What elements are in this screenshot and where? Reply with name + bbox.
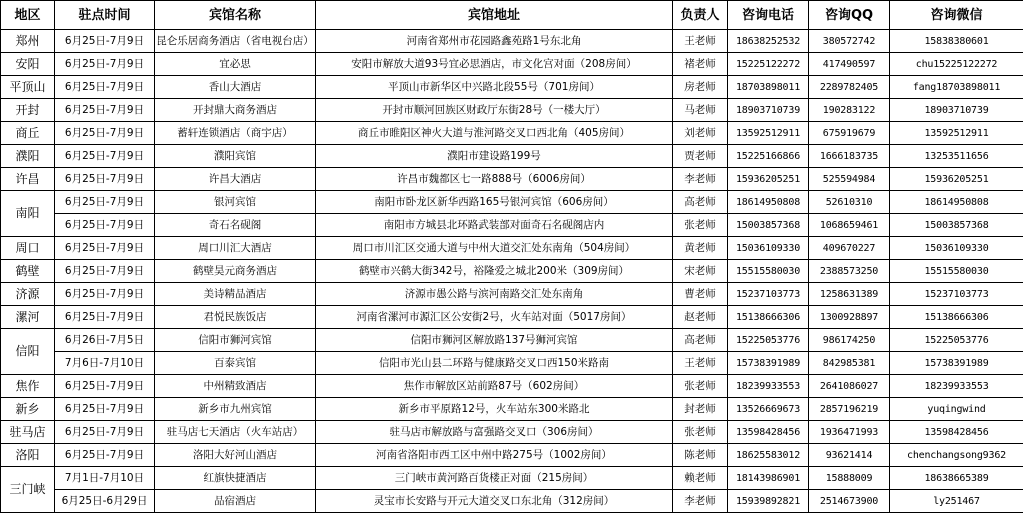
region-cell: 洛阳 xyxy=(1,444,55,467)
phone-cell: 18239933553 xyxy=(728,375,809,398)
contact-person-cell: 陈老师 xyxy=(673,444,728,467)
table-row xyxy=(1,214,1023,237)
wechat-cell: 13592512911 xyxy=(890,122,1023,145)
stay-time-cell: 6月25日-7月9日 xyxy=(55,76,155,99)
qq-cell: 1068659461 xyxy=(809,214,890,237)
stay-time-cell: 6月25日-7月9日 xyxy=(55,306,155,329)
stay-time-cell: 6月25日-7月9日 xyxy=(55,99,155,122)
header-qq: 咨询QQ xyxy=(809,1,890,30)
stay-time-cell: 6月25日-7月9日 xyxy=(55,168,155,191)
table-row xyxy=(1,490,1023,513)
qq-cell: 1666183735 xyxy=(809,145,890,168)
hotel-address-cell: 驻马店市解放路与富强路交叉口（306房间） xyxy=(316,421,673,444)
stay-time-cell: 6月25日-7月9日 xyxy=(55,283,155,306)
qq-cell: 1258631389 xyxy=(809,283,890,306)
contact-person-cell: 赵老师 xyxy=(673,306,728,329)
hotel-address-cell: 河南省郑州市花园路鑫苑路1号东北角 xyxy=(316,30,673,53)
hotel-name-cell: 开封鼎大商务酒店 xyxy=(155,99,316,122)
phone-cell: 18625583012 xyxy=(728,444,809,467)
wechat-cell: 13253511656 xyxy=(890,145,1023,168)
phone-cell: 18903710739 xyxy=(728,99,809,122)
contact-person-cell: 刘老师 xyxy=(673,122,728,145)
phone-cell: 15515580030 xyxy=(728,260,809,283)
hotel-name-cell: 香山大酒店 xyxy=(155,76,316,99)
contact-person-cell: 房老师 xyxy=(673,76,728,99)
wechat-cell: 18239933553 xyxy=(890,375,1023,398)
hotel-name-cell: 驻马店七天酒店（火车站店） xyxy=(155,421,316,444)
contact-person-cell: 王老师 xyxy=(673,30,728,53)
hotel-name-cell: 品宿酒店 xyxy=(155,490,316,513)
table-body xyxy=(1,30,1023,513)
wechat-cell: 15003857368 xyxy=(890,214,1023,237)
region-cell: 驻马店 xyxy=(1,421,55,444)
hotel-name-cell: 君悦民族饭店 xyxy=(155,306,316,329)
contact-person-cell: 曹老师 xyxy=(673,283,728,306)
hotel-name-cell: 周口川汇大酒店 xyxy=(155,237,316,260)
header-address: 宾馆地址 xyxy=(316,1,673,30)
hotel-name-cell: 信阳市狮河宾馆 xyxy=(155,329,316,352)
hotel-address-cell: 新乡市平原路12号，火车站东300米路北 xyxy=(316,398,673,421)
contact-person-cell: 高老师 xyxy=(673,191,728,214)
table-row xyxy=(1,306,1023,329)
phone-cell: 18143986901 xyxy=(728,467,809,490)
phone-cell: 13592512911 xyxy=(728,122,809,145)
hotel-name-cell: 蓄轩连锁酒店（商宇店） xyxy=(155,122,316,145)
phone-cell: 15036109330 xyxy=(728,237,809,260)
qq-cell: 1300928897 xyxy=(809,306,890,329)
stay-time-cell: 6月25日-7月9日 xyxy=(55,444,155,467)
region-cell: 三门峡 xyxy=(1,467,55,513)
qq-cell: 380572742 xyxy=(809,30,890,53)
table-row xyxy=(1,329,1023,352)
region-cell: 开封 xyxy=(1,99,55,122)
stay-time-cell: 6月25日-7月9日 xyxy=(55,53,155,76)
header-hotel: 宾馆名称 xyxy=(155,1,316,30)
hotel-address-cell: 商丘市睢阳区神火大道与淮河路交叉口西北角（405房间） xyxy=(316,122,673,145)
wechat-cell: fang18703898011 xyxy=(890,76,1023,99)
table-row xyxy=(1,260,1023,283)
hotel-address-cell: 安阳市解放大道93号宜必思酒店，市文化宫对面（208房间） xyxy=(316,53,673,76)
table-row xyxy=(1,122,1023,145)
phone-cell: 18638252532 xyxy=(728,30,809,53)
qq-cell: 52610310 xyxy=(809,191,890,214)
wechat-cell: chu15225122272 xyxy=(890,53,1023,76)
hotel-address-cell: 三门峡市黄河路百货楼正对面（215房间） xyxy=(316,467,673,490)
header-row xyxy=(1,1,1023,30)
qq-cell: 842985381 xyxy=(809,352,890,375)
contact-person-cell: 张老师 xyxy=(673,214,728,237)
contact-person-cell: 黄老师 xyxy=(673,237,728,260)
table-row xyxy=(1,53,1023,76)
phone-cell: 15138666306 xyxy=(728,306,809,329)
header-time: 驻点时间 xyxy=(55,1,155,30)
stay-time-cell: 6月25日-7月9日 xyxy=(55,398,155,421)
wechat-cell: 15036109330 xyxy=(890,237,1023,260)
hotel-address-cell: 鹤壁市兴鹤大街342号，裕隆爱之城北200米（309房间） xyxy=(316,260,673,283)
wechat-cell: 18638665389 xyxy=(890,467,1023,490)
qq-cell: 2641086027 xyxy=(809,375,890,398)
region-cell: 焦作 xyxy=(1,375,55,398)
region-cell: 济源 xyxy=(1,283,55,306)
hotel-name-cell: 宜必思 xyxy=(155,53,316,76)
wechat-cell: 18903710739 xyxy=(890,99,1023,122)
stay-time-cell: 6月25日-7月9日 xyxy=(55,214,155,237)
table-row xyxy=(1,421,1023,444)
phone-cell: 15738391989 xyxy=(728,352,809,375)
hotel-name-cell: 美诗精品酒店 xyxy=(155,283,316,306)
stay-time-cell: 6月25日-7月9日 xyxy=(55,375,155,398)
hotel-name-cell: 昆仑乐居商务酒店（省电视台店） xyxy=(155,30,316,53)
hotel-name-cell: 奇石名砚阁 xyxy=(155,214,316,237)
contact-person-cell: 李老师 xyxy=(673,168,728,191)
hotel-address-cell: 灵宝市长安路与开元大道交叉口东北角（312房间） xyxy=(316,490,673,513)
qq-cell: 1936471993 xyxy=(809,421,890,444)
qq-cell: 409670227 xyxy=(809,237,890,260)
hotel-address-cell: 平顶山市新华区中兴路北段55号（701房间） xyxy=(316,76,673,99)
wechat-cell: 15738391989 xyxy=(890,352,1023,375)
contact-person-cell: 高老师 xyxy=(673,329,728,352)
hotel-address-cell: 焦作市解放区站前路87号（602房间） xyxy=(316,375,673,398)
table-row xyxy=(1,398,1023,421)
qq-cell: 2514673900 xyxy=(809,490,890,513)
hotel-name-cell: 鹤壁昊元商务酒店 xyxy=(155,260,316,283)
region-cell: 濮阳 xyxy=(1,145,55,168)
hotel-name-cell: 新乡市九州宾馆 xyxy=(155,398,316,421)
stay-time-cell: 6月25日-7月9日 xyxy=(55,237,155,260)
hotel-address-cell: 开封市顺河回族区财政厅东街28号（一楼大厅） xyxy=(316,99,673,122)
contact-person-cell: 李老师 xyxy=(673,490,728,513)
contact-person-cell: 宋老师 xyxy=(673,260,728,283)
region-cell: 许昌 xyxy=(1,168,55,191)
hotel-name-cell: 濮阳宾馆 xyxy=(155,145,316,168)
contact-person-cell: 封老师 xyxy=(673,398,728,421)
table-row xyxy=(1,467,1023,490)
wechat-cell: 13598428456 xyxy=(890,421,1023,444)
region-cell: 周口 xyxy=(1,237,55,260)
qq-cell: 93621414 xyxy=(809,444,890,467)
qq-cell: 190283122 xyxy=(809,99,890,122)
wechat-cell: 18614950808 xyxy=(890,191,1023,214)
table-row xyxy=(1,76,1023,99)
qq-cell: 2289782405 xyxy=(809,76,890,99)
phone-cell: 13526669673 xyxy=(728,398,809,421)
region-cell: 安阳 xyxy=(1,53,55,76)
phone-cell: 15939892821 xyxy=(728,490,809,513)
stay-time-cell: 6月25日-7月9日 xyxy=(55,421,155,444)
region-cell: 漯河 xyxy=(1,306,55,329)
wechat-cell: 15936205251 xyxy=(890,168,1023,191)
hotel-address-cell: 河南省漯河市源汇区公安街2号，火车站对面（5017房间） xyxy=(316,306,673,329)
stay-time-cell: 6月26日-7月5日 xyxy=(55,329,155,352)
phone-cell: 15225166866 xyxy=(728,145,809,168)
contact-person-cell: 张老师 xyxy=(673,375,728,398)
region-cell: 平顶山 xyxy=(1,76,55,99)
hotel-address-cell: 南阳市卧龙区新华西路165号银河宾馆（606房间） xyxy=(316,191,673,214)
region-cell: 信阳 xyxy=(1,329,55,375)
region-cell: 新乡 xyxy=(1,398,55,421)
qq-cell: 15888009 xyxy=(809,467,890,490)
hotel-address-cell: 信阳市光山县二环路与健康路交叉口西150米路南 xyxy=(316,352,673,375)
table-row xyxy=(1,375,1023,398)
phone-cell: 15237103773 xyxy=(728,283,809,306)
hotel-address-cell: 周口市川汇区交通大道与中州大道交汇处东南角（504房间） xyxy=(316,237,673,260)
stay-time-cell: 7月1日-7月10日 xyxy=(55,467,155,490)
hotel-address-cell: 濮阳市建设路199号 xyxy=(316,145,673,168)
phone-cell: 15936205251 xyxy=(728,168,809,191)
table-row xyxy=(1,444,1023,467)
header-phone: 咨询电话 xyxy=(728,1,809,30)
wechat-cell: 15225053776 xyxy=(890,329,1023,352)
contact-person-cell: 张老师 xyxy=(673,421,728,444)
hotel-address-cell: 济源市愚公路与滨河南路交汇处东南角 xyxy=(316,283,673,306)
contact-person-cell: 贾老师 xyxy=(673,145,728,168)
header-wechat: 咨询微信 xyxy=(890,1,1023,30)
stay-time-cell: 6月25日-7月9日 xyxy=(55,145,155,168)
stay-time-cell: 6月25日-7月9日 xyxy=(55,122,155,145)
stay-time-cell: 6月25日-7月9日 xyxy=(55,30,155,53)
phone-cell: 18614950808 xyxy=(728,191,809,214)
hotel-address-cell: 许昌市魏都区七一路888号（6006房间） xyxy=(316,168,673,191)
table-row xyxy=(1,99,1023,122)
wechat-cell: 15515580030 xyxy=(890,260,1023,283)
phone-cell: 18703898011 xyxy=(728,76,809,99)
header-contact: 负责人 xyxy=(673,1,728,30)
contact-person-cell: 王老师 xyxy=(673,352,728,375)
hotel-name-cell: 洛阳大好河山酒店 xyxy=(155,444,316,467)
stay-time-cell: 6月25日-6月29日 xyxy=(55,490,155,513)
stay-time-cell: 6月25日-7月9日 xyxy=(55,260,155,283)
table-row xyxy=(1,145,1023,168)
wechat-cell: 15237103773 xyxy=(890,283,1023,306)
wechat-cell: chenchangsong9362 xyxy=(890,444,1023,467)
header-region: 地区 xyxy=(1,1,55,30)
wechat-cell: 15138666306 xyxy=(890,306,1023,329)
qq-cell: 2857196219 xyxy=(809,398,890,421)
region-cell: 商丘 xyxy=(1,122,55,145)
phone-cell: 15225053776 xyxy=(728,329,809,352)
hotel-name-cell: 百泰宾馆 xyxy=(155,352,316,375)
hotel-address-cell: 信阳市狮河区解放路137号狮河宾馆 xyxy=(316,329,673,352)
qq-cell: 675919679 xyxy=(809,122,890,145)
stay-time-cell: 7月6日-7月10日 xyxy=(55,352,155,375)
stay-time-cell: 6月25日-7月9日 xyxy=(55,191,155,214)
wechat-cell: 15838380601 xyxy=(890,30,1023,53)
table-row xyxy=(1,168,1023,191)
hotel-name-cell: 许昌大酒店 xyxy=(155,168,316,191)
qq-cell: 417490597 xyxy=(809,53,890,76)
phone-cell: 13598428456 xyxy=(728,421,809,444)
region-cell: 南阳 xyxy=(1,191,55,237)
hotel-name-cell: 银河宾馆 xyxy=(155,191,316,214)
qq-cell: 986174250 xyxy=(809,329,890,352)
table-row xyxy=(1,352,1023,375)
wechat-cell: yuqingwind xyxy=(890,398,1023,421)
contact-person-cell: 赖老师 xyxy=(673,467,728,490)
table-row xyxy=(1,191,1023,214)
qq-cell: 2388573250 xyxy=(809,260,890,283)
wechat-cell: ly251467 xyxy=(890,490,1023,513)
table-row xyxy=(1,237,1023,260)
hotel-address-cell: 河南省洛阳市西工区中州中路275号（1002房间） xyxy=(316,444,673,467)
phone-cell: 15003857368 xyxy=(728,214,809,237)
hotel-name-cell: 红旗快捷酒店 xyxy=(155,467,316,490)
hotel-address-cell: 南阳市方城县北环路武装部对面奇石名砚阁店内 xyxy=(316,214,673,237)
region-cell: 郑州 xyxy=(1,30,55,53)
contact-person-cell: 马老师 xyxy=(673,99,728,122)
hotel-name-cell: 中州精致酒店 xyxy=(155,375,316,398)
table-row xyxy=(1,30,1023,53)
table-row xyxy=(1,283,1023,306)
qq-cell: 525594984 xyxy=(809,168,890,191)
phone-cell: 15225122272 xyxy=(728,53,809,76)
contact-person-cell: 褚老师 xyxy=(673,53,728,76)
region-cell: 鹤壁 xyxy=(1,260,55,283)
